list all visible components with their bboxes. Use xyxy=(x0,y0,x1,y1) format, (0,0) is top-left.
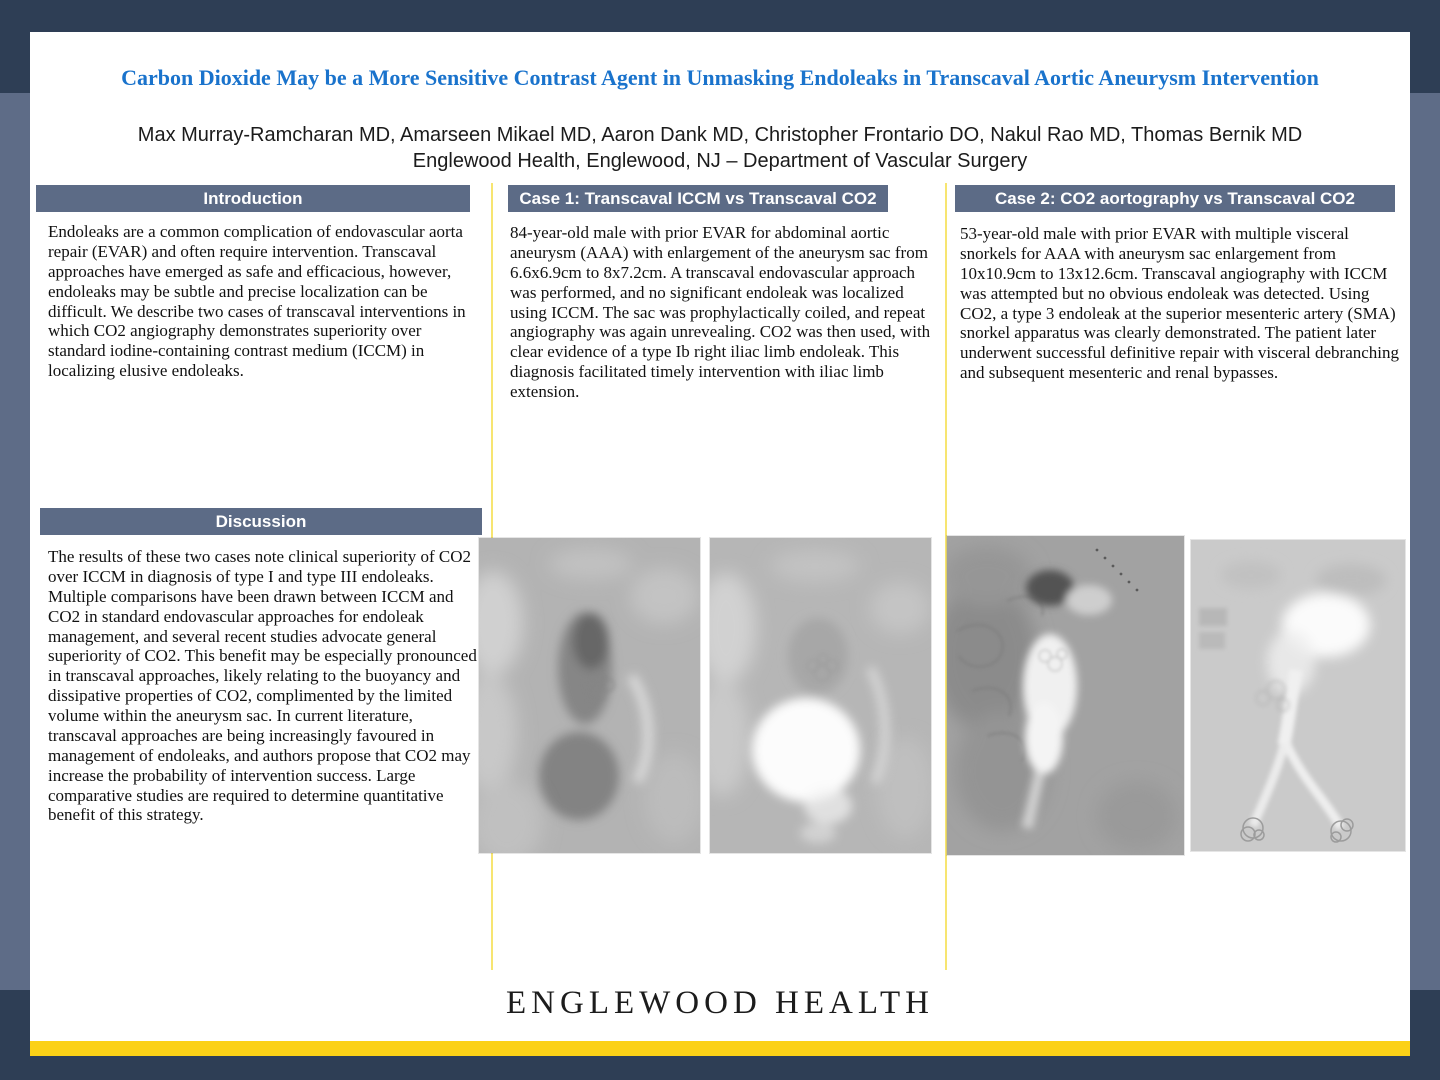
gold-footer-stripe xyxy=(30,1041,1410,1056)
figure-case2-transcaval-co2-angiogram xyxy=(1191,540,1405,851)
section-header-case2: Case 2: CO2 aortography vs Transcaval CO2 xyxy=(955,185,1395,212)
figure-case1-co2-angiogram xyxy=(710,538,931,853)
englewood-health-logo: ENGLEWOOD HEALTH xyxy=(506,985,934,1021)
section-header-introduction: Introduction xyxy=(36,185,470,212)
case2-body: 53-year-old male with prior EVAR with multiple visceral snorkels for AAA with aneurysm sac enlargement from 10x10.9cm to 13x12.6cm. Transcaval angiography with ICCM was attempted but no obvious endoleak was detected. Using CO2, a type 3 endoleak at the superior mesenteric artery (SMA) snorkel apparatus was clearly demonstrated. The patient later underwent successful definitive repair with visceral debranching and subsequent mesenteric and renal bypasses. xyxy=(960,224,1400,383)
section-header-case1: Case 1: Transcaval ICCM vs Transcaval CO2 xyxy=(508,185,888,212)
introduction-body: Endoleaks are a common complication of endovascular aorta repair (EVAR) and often require intervention. Transcaval approaches have emerged as safe and efficacious, however, endoleaks may be subtle and precise localization can be difficult. We describe two cases of transcaval interventions in which CO2 angiography demonstrates superiority over standard iodine-containing contrast medium (ICCM) in localizing elusive endoleaks. xyxy=(48,222,466,381)
author-list: Max Murray-Ramcharan MD, Amarseen Mikael MD, Aaron Dank MD, Christopher Frontario DO, Nakul Rao MD, Thomas Bernik MD Englewood Health, Englewood, NJ – Department of Vascular Surgery xyxy=(137,124,1303,172)
figure-case2-co2-aortogram xyxy=(947,536,1184,855)
case1-body: 84-year-old male with prior EVAR for abdominal aortic aneurysm (AAA) with enlargement of the aneurysm sac from 6.6x6.9cm to 8x7.2cm. A transcaval endovascular approach was performed, and no significant endoleak was localized using ICCM. The sac was prophylactically coiled, and repeat angiography was again unrevealing. CO2 was then used, with clear evidence of a type Ib right iliac limb endoleak. This diagnosis facilitated timely intervention with iliac limb extension. xyxy=(510,223,931,401)
figure-case1-iccm-angiogram xyxy=(479,538,700,853)
discussion-body: The results of these two cases note clinical superiority of CO2 over ICCM in diagnosis of type I and type III endoleaks. Multiple comparisons have been drawn between ICCM and CO2 in standard endovascular approaches for endoleak management, and several recent studies advocate general superiority of CO2. This benefit may be especially pronounced in transcaval approaches, likely relating to the buoyancy and dissipative properties of CO2, complimented by the limited volume within the aneurysm sac. In current literature, transcaval approaches are being increasingly favoured in management of endoleaks, and authors propose that CO2 may increase the probability of intervention success. Large comparative studies are required to determine quantitative benefit of this strategy. xyxy=(48,547,477,825)
poster-canvas xyxy=(30,32,1410,1041)
section-header-discussion: Discussion xyxy=(40,508,482,535)
poster-title: Carbon Dioxide May be a More Sensitive Contrast Agent in Unmasking Endoleaks in Transcaval Aortic Aneurysm Intervention xyxy=(121,65,1319,90)
